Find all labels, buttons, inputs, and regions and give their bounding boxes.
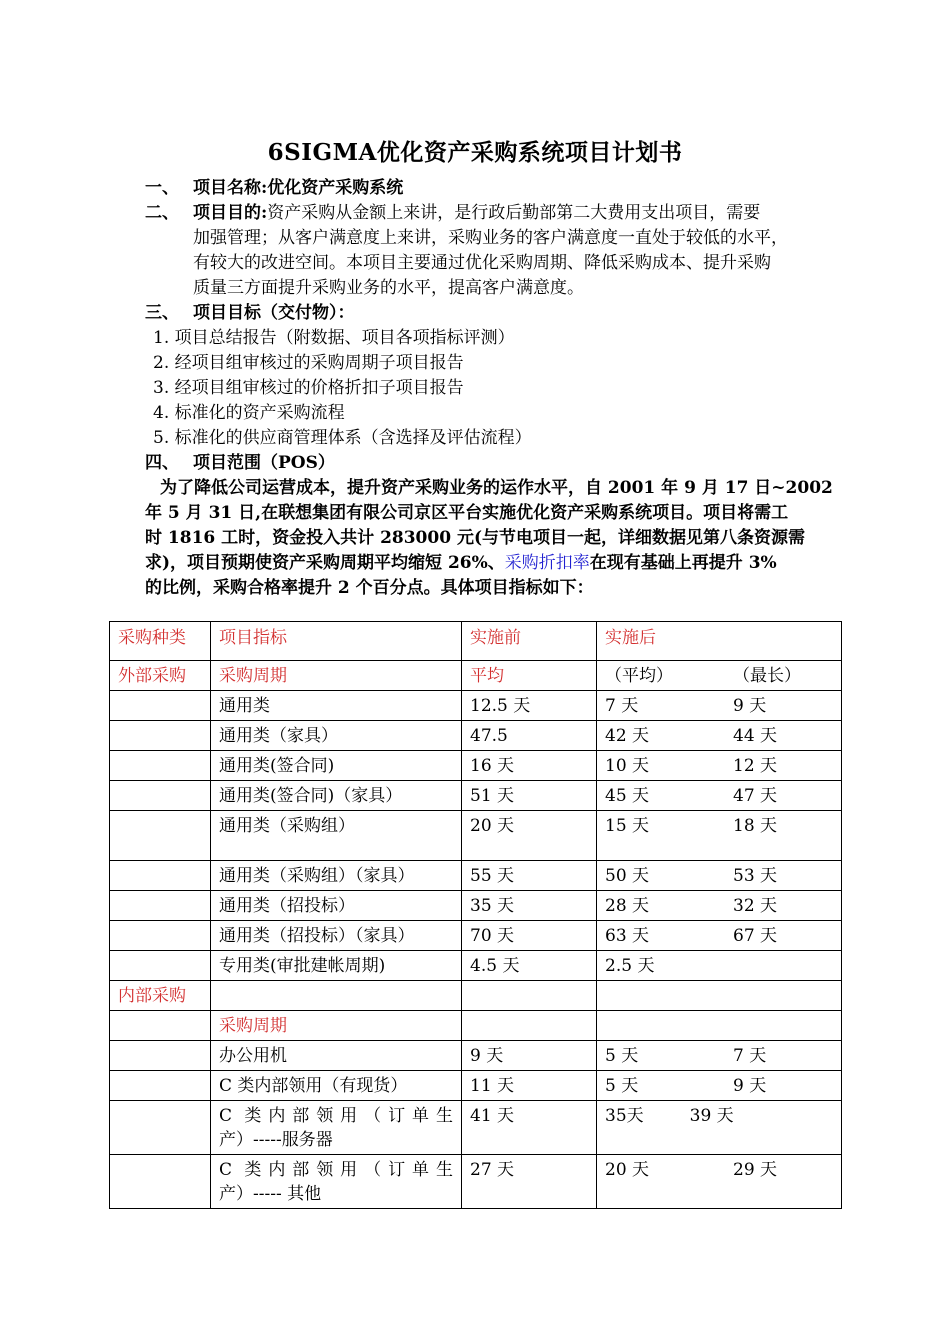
section-2-line-3: 有较大的改进空间。本项目主要通过优化采购周期、降低采购成本、提升采购 xyxy=(193,253,771,273)
table-cell: 35 天 xyxy=(462,891,597,921)
table-row xyxy=(110,981,842,1011)
after-max: 47 天 xyxy=(733,786,778,806)
table-cell: 通用类(签合同) xyxy=(211,751,462,781)
table-row xyxy=(110,691,842,721)
scope-line-3: 时 1816 工时，资金投入共计 283000 元(与节电项目一起，详细数据见第八条资源需 xyxy=(145,528,806,548)
table-cell: 专用类(审批建帐周期) xyxy=(211,951,462,981)
after-max-label: （最长） xyxy=(733,666,801,686)
section-1-label: 项目名称: xyxy=(193,178,268,198)
after-max: 12 天 xyxy=(733,756,778,776)
table-cell xyxy=(597,951,842,981)
after-average-label: （平均） xyxy=(605,666,673,686)
before-average: 平均 xyxy=(462,661,597,691)
header-metric: 项目指标 xyxy=(211,622,462,661)
category-internal: 内部采购 xyxy=(110,981,211,1011)
metric-server-line-2: 产）-----服务器 xyxy=(219,1130,333,1150)
after-columns xyxy=(597,661,842,691)
section-1-number: 一、 xyxy=(145,178,179,198)
table-row xyxy=(110,1041,842,1071)
table-cell: 55 天 xyxy=(462,861,597,891)
table-cell: 27 天 xyxy=(462,1155,597,1209)
after-average: 35天 xyxy=(605,1106,644,1126)
after-max: 44 天 xyxy=(733,726,778,746)
metric-server-line-1: C 类内部领用（订单生 xyxy=(219,1106,453,1126)
page-title: 6SIGMA优化资产采购系统项目计划书 xyxy=(267,139,683,166)
metric-cycle: 采购周期 xyxy=(211,661,462,691)
table-cell: 通用类（招投标）（家具） xyxy=(211,921,462,951)
table-cell: 47.5 xyxy=(462,721,597,751)
scope-line-4-a: 求)，项目预期使资产采购周期平均缩短 26%、 xyxy=(145,553,505,573)
section-2-line-2: 加强管理；从客户满意度上来讲，采购业务的客户满意度一直处于较低的水平， xyxy=(193,228,788,248)
table-cell xyxy=(211,981,462,1011)
after-max: 18 天 xyxy=(733,816,778,836)
table-cell xyxy=(597,1011,842,1041)
table-row xyxy=(110,1011,842,1041)
metrics-table xyxy=(109,621,842,1209)
table-cell: 20 天 xyxy=(462,811,597,861)
deliverable-item-5: 5. 标准化的供应商管理体系（含选择及评估流程） xyxy=(153,428,532,448)
table-cell xyxy=(110,1155,211,1209)
section-3-number: 三、 xyxy=(145,303,179,323)
table-cell xyxy=(597,721,842,751)
category-external: 外部采购 xyxy=(110,661,211,691)
table-cell: 16 天 xyxy=(462,751,597,781)
table-row xyxy=(110,861,842,891)
table-cell: 9 天 xyxy=(462,1041,597,1071)
table-cell xyxy=(597,1101,842,1155)
after-average: 28 天 xyxy=(605,896,650,916)
after-max: 9 天 xyxy=(733,696,767,716)
after-average: 20 天 xyxy=(605,1160,650,1180)
discount-rate-link[interactable]: 采购折扣率 xyxy=(504,553,590,573)
table-row xyxy=(110,921,842,951)
after-average: 45 天 xyxy=(605,786,650,806)
section-4-number: 四、 xyxy=(145,453,179,473)
after-max: 39 天 xyxy=(689,1106,734,1126)
table-cell: 通用类（采购组）（家具） xyxy=(211,861,462,891)
table-cell xyxy=(597,811,842,861)
table-cell: 12.5 天 xyxy=(462,691,597,721)
table-cell xyxy=(110,951,211,981)
section-2-text-1: 资产采购从金额上来讲，是行政后勤部第二大费用支出项目，需要 xyxy=(267,203,761,223)
table-cell xyxy=(597,861,842,891)
section-2-number: 二、 xyxy=(145,203,179,223)
table-cell: 51 天 xyxy=(462,781,597,811)
scope-line-5: 的比例，采购合格率提升 2 个百分点。具体项目指标如下： xyxy=(145,578,594,598)
after-average: 5 天 xyxy=(605,1076,639,1096)
table-cell: 通用类 xyxy=(211,691,462,721)
table-cell xyxy=(110,691,211,721)
table-cell xyxy=(597,1155,842,1209)
table-cell xyxy=(110,1101,211,1155)
deliverable-item-2: 2. 经项目组审核过的采购周期子项目报告 xyxy=(153,353,464,373)
table-cell: 通用类（招投标） xyxy=(211,891,462,921)
table-row xyxy=(110,661,842,691)
after-average: 63 天 xyxy=(605,926,650,946)
table-cell xyxy=(110,751,211,781)
table-cell xyxy=(110,891,211,921)
scope-line-1: 为了降低公司运营成本，提升资产采购业务的运作水平，自 2001 年 9 月 17 日~2002 xyxy=(160,478,833,498)
table-cell xyxy=(110,861,211,891)
after-average: 15 天 xyxy=(605,816,650,836)
table-cell xyxy=(597,981,842,1011)
scope-line-2: 年 5 月 31 日,在联想集团有限公司京区平台实施优化资产采购系统项目。项目将需工 xyxy=(145,503,789,523)
metric-cycle-internal: 采购周期 xyxy=(211,1011,462,1041)
table-cell xyxy=(110,811,211,861)
table-header-row xyxy=(110,622,842,661)
table-row xyxy=(110,1101,842,1155)
table-row xyxy=(110,811,842,861)
header-category: 采购种类 xyxy=(110,622,211,661)
deliverable-item-3: 3. 经项目组审核过的价格折扣子项目报告 xyxy=(153,378,464,398)
table-cell xyxy=(211,1101,462,1155)
scope-line-4 xyxy=(145,551,777,576)
after-max: 53 天 xyxy=(733,866,778,886)
table-cell xyxy=(110,1071,211,1101)
after-max: 32 天 xyxy=(733,896,778,916)
table-cell xyxy=(110,1011,211,1041)
section-1-text: 优化资产采购系统 xyxy=(267,178,404,198)
table-cell xyxy=(110,921,211,951)
table-cell xyxy=(597,891,842,921)
section-4-label: 项目范围（POS） xyxy=(193,453,335,473)
table-cell xyxy=(110,721,211,751)
after-average: 2.5 天 xyxy=(605,956,655,976)
table-cell xyxy=(597,751,842,781)
after-max: 29 天 xyxy=(733,1160,778,1180)
table-row xyxy=(110,751,842,781)
header-after: 实施后 xyxy=(597,622,842,661)
table-row xyxy=(110,721,842,751)
scope-line-4-b: 在现有基础上再提升 3% xyxy=(589,553,777,573)
table-cell xyxy=(462,1011,597,1041)
table-cell: 11 天 xyxy=(462,1071,597,1101)
table-row xyxy=(110,1155,842,1209)
table-cell: 办公用机 xyxy=(211,1041,462,1071)
table-cell xyxy=(597,691,842,721)
section-1 xyxy=(193,176,403,201)
table-cell xyxy=(597,781,842,811)
table-row xyxy=(110,781,842,811)
table-cell xyxy=(597,921,842,951)
table-cell xyxy=(597,1041,842,1071)
table-cell: 通用类（家具） xyxy=(211,721,462,751)
table-cell: 通用类(签合同)（家具） xyxy=(211,781,462,811)
after-average: 7 天 xyxy=(605,696,639,716)
section-2-line-1 xyxy=(193,201,760,226)
metric-other-line-1: C 类内部领用（订单生 xyxy=(219,1160,453,1180)
table-row xyxy=(110,951,842,981)
table-cell xyxy=(597,1071,842,1101)
header-before: 实施前 xyxy=(462,622,597,661)
after-max: 67 天 xyxy=(733,926,778,946)
after-max: 9 天 xyxy=(733,1076,767,1096)
after-max: 7 天 xyxy=(733,1046,767,1066)
section-2-line-4: 质量三方面提升采购业务的水平，提高客户满意度。 xyxy=(193,278,584,298)
section-3-label: 项目目标（交付物）： xyxy=(193,303,355,323)
table-cell xyxy=(110,1041,211,1071)
table-cell: 41 天 xyxy=(462,1101,597,1155)
table-row xyxy=(110,1071,842,1101)
after-average: 5 天 xyxy=(605,1046,639,1066)
after-average: 10 天 xyxy=(605,756,650,776)
table-cell xyxy=(211,1155,462,1209)
table-row xyxy=(110,891,842,921)
table-cell: 4.5 天 xyxy=(462,951,597,981)
table-cell: C 类内部领用（有现货） xyxy=(211,1071,462,1101)
after-average: 42 天 xyxy=(605,726,650,746)
table-cell xyxy=(110,781,211,811)
table-cell xyxy=(462,981,597,1011)
after-average: 50 天 xyxy=(605,866,650,886)
deliverable-item-1: 1. 项目总结报告（附数据、项目各项指标评测） xyxy=(153,328,515,348)
metric-other-line-2: 产）----- 其他 xyxy=(219,1184,322,1204)
section-2-label: 项目目的: xyxy=(193,203,268,223)
deliverable-item-4: 4. 标准化的资产采购流程 xyxy=(153,403,345,423)
table-cell: 通用类（采购组） xyxy=(211,811,462,861)
table-cell: 70 天 xyxy=(462,921,597,951)
